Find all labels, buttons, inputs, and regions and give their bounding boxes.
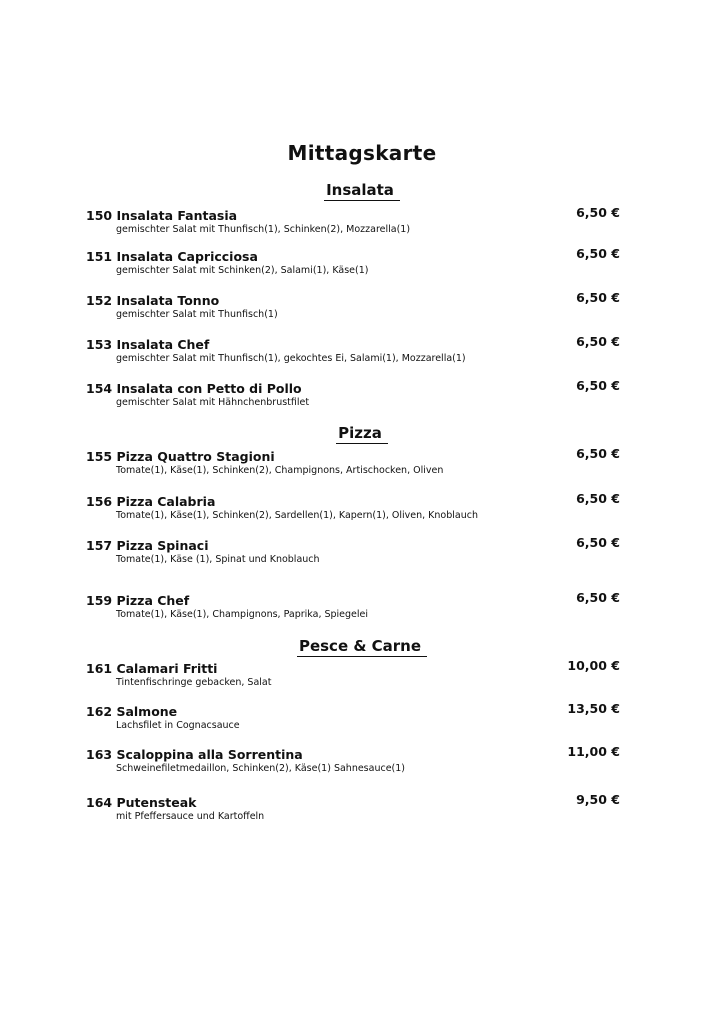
item-name: 164 Putensteak [86,795,197,810]
item-name: 150 Insalata Fantasia [86,208,238,223]
item-price: 6,50 € [576,491,620,506]
item-price: 6,50 € [576,446,620,461]
item-name: 153 Insalata Chef [86,337,210,352]
item-name: 162 Salmone [86,704,178,719]
section-heading-pesce-carne [0,637,724,657]
item-price: 6,50 € [576,334,620,349]
menu-item [86,491,626,521]
section-heading-text: Insalata [324,181,400,201]
item-description: Tomate(1), Käse(1), Schinken(2), Sardellen(1), Kapern(1), Oliven, Knoblauch [116,510,479,521]
menu-item [86,744,626,774]
item-description: Schweinefiletmedaillon, Schinken(2), Käse(1) Sahnesauce(1) [116,763,405,774]
section-heading-pizza [0,424,724,444]
item-name: 154 Insalata con Petto di Pollo [86,381,302,396]
item-name: 157 Pizza Spinaci [86,538,209,553]
item-price: 6,50 € [576,590,620,605]
item-description: Tintenfischringe gebacken, Salat [116,677,272,688]
item-name: 155 Pizza Quattro Stagioni [86,449,275,464]
item-price: 13,50 € [567,701,620,716]
section-heading-text: Pizza [336,424,388,444]
item-description: Lachsfilet in Cognacsauce [116,720,240,731]
item-price: 6,50 € [576,205,620,220]
menu-item [86,590,626,620]
item-description: Tomate(1), Käse(1), Schinken(2), Champignons, Artischocken, Oliven [116,465,444,476]
menu-item [86,290,626,320]
menu-item [86,446,626,476]
menu-item [86,792,626,822]
menu-item [86,378,626,408]
item-price: 11,00 € [567,744,620,759]
item-description: mit Pfeffersauce und Kartoffeln [116,811,265,822]
item-description: gemischter Salat mit Thunfisch(1), gekochtes Ei, Salami(1), Mozzarella(1) [116,353,466,364]
item-price: 6,50 € [576,246,620,261]
section-heading-insalata [0,181,724,201]
item-name: 156 Pizza Calabria [86,494,216,509]
item-name: 152 Insalata Tonno [86,293,220,308]
item-description: gemischter Salat mit Thunfisch(1) [116,309,278,320]
item-price: 9,50 € [576,792,620,807]
item-price: 6,50 € [576,290,620,305]
menu-item [86,334,626,364]
item-name: 159 Pizza Chef [86,593,190,608]
item-name: 151 Insalata Capricciosa [86,249,258,264]
menu-item [86,535,626,565]
page-title: Mittagskarte [287,141,437,165]
item-description: Tomate(1), Käse (1), Spinat und Knoblauch [116,554,320,565]
item-description: gemischter Salat mit Hähnchenbrustfilet [116,397,310,408]
item-description: Tomate(1), Käse(1), Champignons, Paprika, Spiegelei [116,609,369,620]
item-price: 10,00 € [567,658,620,673]
menu-item [86,701,626,731]
item-price: 6,50 € [576,378,620,393]
menu-item [86,246,626,276]
item-description: gemischter Salat mit Schinken(2), Salami(1), Käse(1) [116,265,369,276]
section-heading-text: Pesce & Carne [297,637,427,657]
item-name: 161 Calamari Fritti [86,661,218,676]
item-name: 163 Scaloppina alla Sorrentina [86,747,303,762]
menu-item [86,658,626,688]
item-description: gemischter Salat mit Thunfisch(1), Schinken(2), Mozzarella(1) [116,224,411,235]
menu-item [86,205,626,235]
item-price: 6,50 € [576,535,620,550]
